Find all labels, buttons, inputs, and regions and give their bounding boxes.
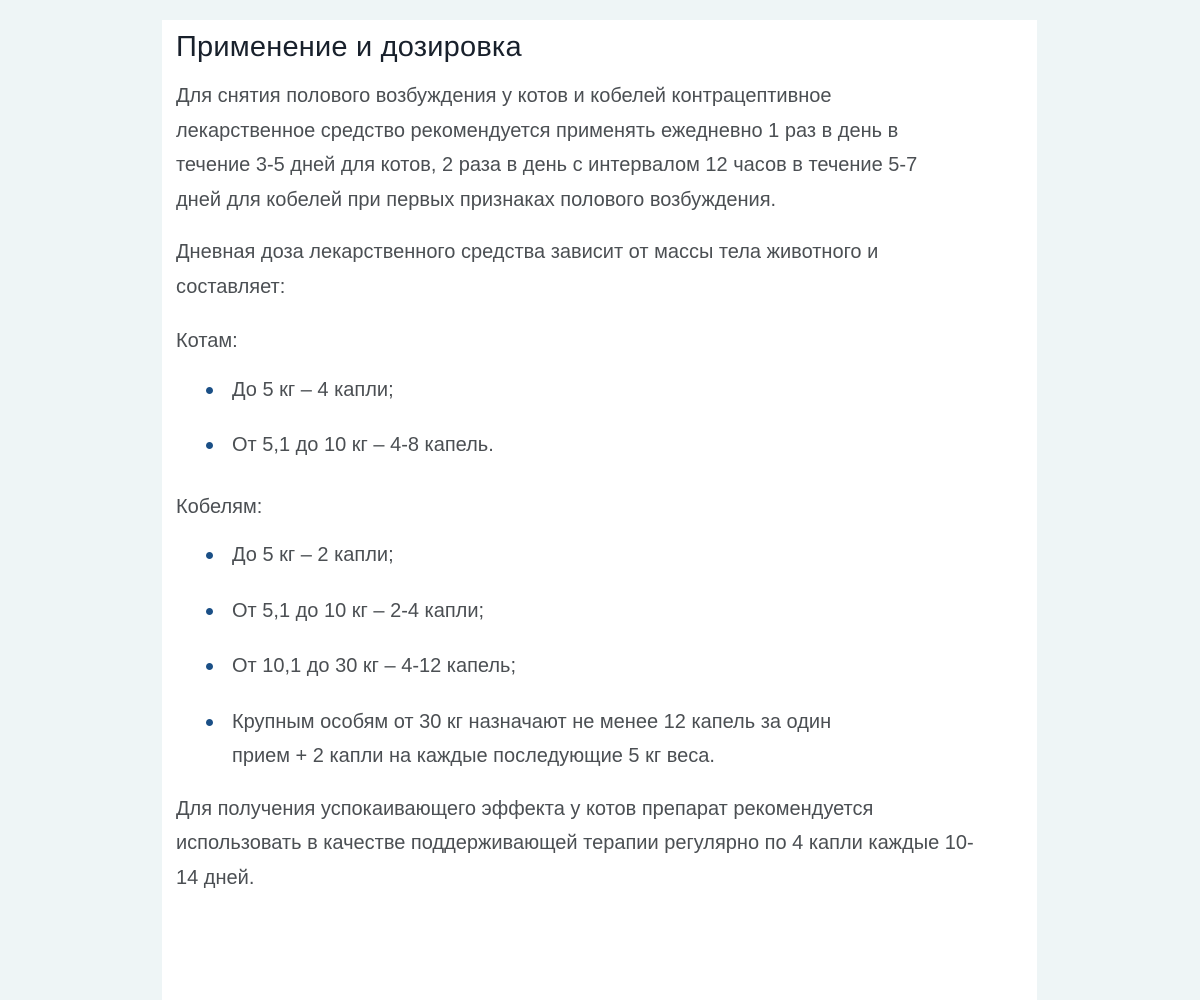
calming-paragraph: Для получения успокаивающего эффекта у котов препарат рекомендуется использовать в качестве поддерживающей терапии регулярно по 4 капли каждые 10-14 дней. <box>176 797 974 889</box>
bullet-icon <box>206 608 213 615</box>
article-body <box>176 20 976 895</box>
list-item: От 5,1 до 10 кг – 4-8 капель. <box>176 428 976 463</box>
list-item: От 10,1 до 30 кг – 4-12 капель; <box>176 649 976 684</box>
intro-paragraph: Для снятия полового возбуждения у котов и кобелей контрацептивное лекарственное средство рекомендуется применять ежедневно 1 раз в день в течение 3-5 дней для котов, 2 раза в день с интервалом 12 часов в течение 5-7 дней для кобелей при первых признаках полового возбуждения. <box>176 85 918 211</box>
list-item: До 5 кг – 4 капли; <box>176 373 976 408</box>
section-title: Применение и дозировка <box>176 31 522 63</box>
bullet-icon <box>206 552 213 559</box>
dogs-dosage-list <box>176 538 976 774</box>
list-item: До 5 кг – 2 капли; <box>176 538 976 573</box>
bullet-icon <box>206 719 213 726</box>
list-item: Крупным особям от 30 кг назначают не менее 12 капель за один прием + 2 капли на каждые последующие 5 кг веса. <box>176 705 872 774</box>
content-card <box>162 20 1037 1000</box>
cats-label: Котам: <box>176 330 238 352</box>
dogs-label: Кобелям: <box>176 495 263 518</box>
list-item: От 5,1 до 10 кг – 2-4 капли; <box>176 594 976 629</box>
bullet-icon <box>206 663 213 670</box>
bullet-icon <box>206 387 213 394</box>
bullet-icon <box>206 442 213 449</box>
cats-dosage-list <box>176 373 976 463</box>
dose-intro-paragraph: Дневная доза лекарственного средства зависит от массы тела животного и составляет: <box>176 241 879 298</box>
